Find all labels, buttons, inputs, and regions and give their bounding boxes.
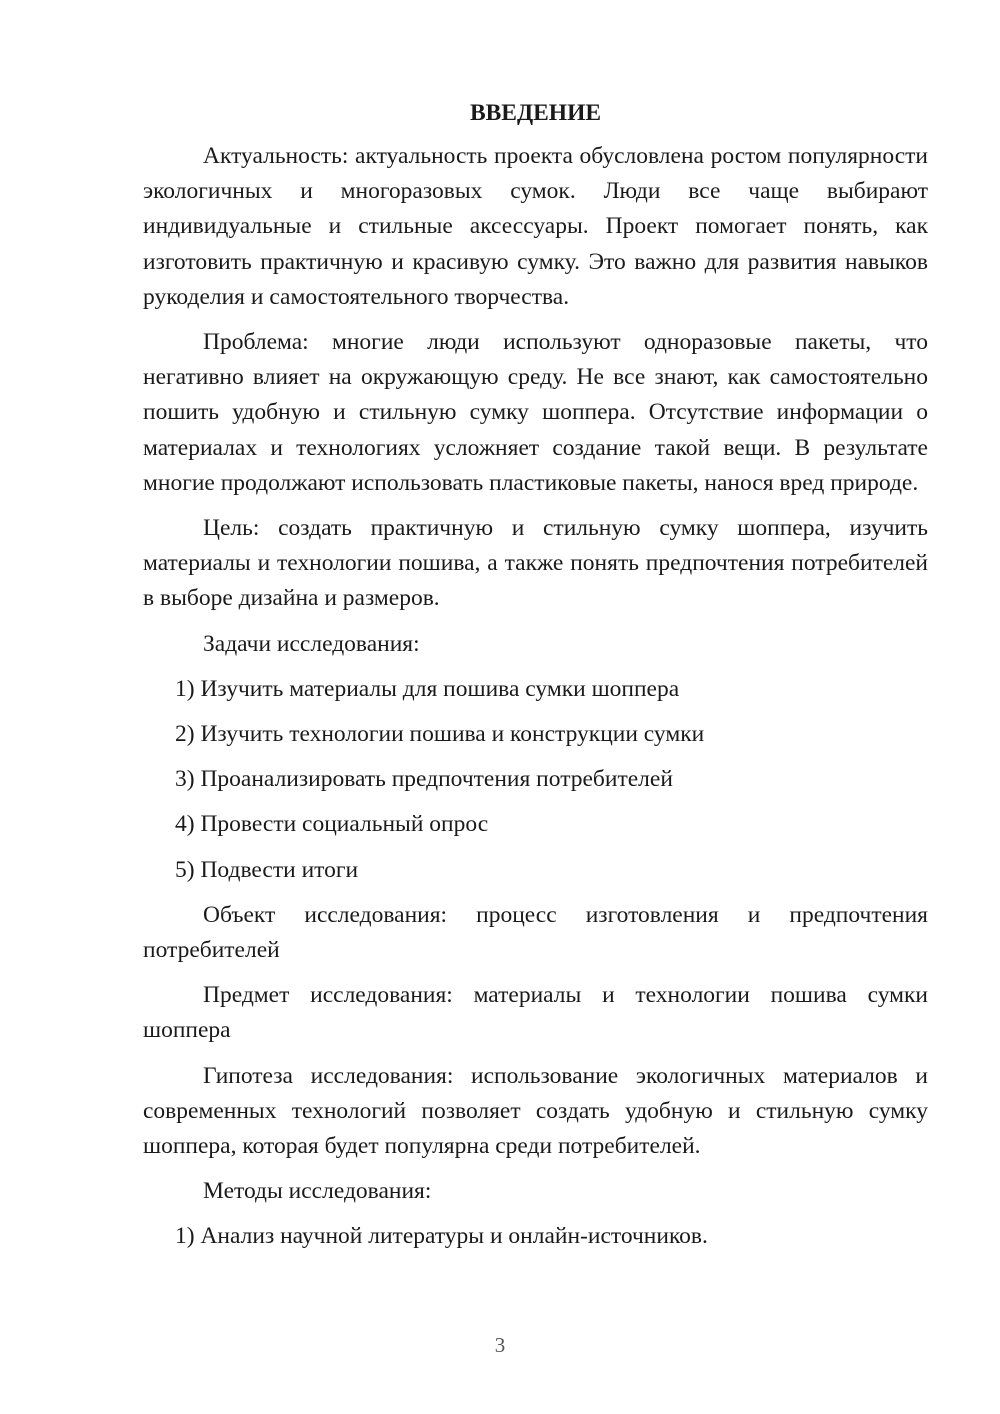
list-item: 3) Проанализировать предпочтения потребителей (175, 766, 673, 793)
list-item: 4) Провести социальный опрос (175, 811, 489, 838)
methods-heading: Методы исследования: (203, 1178, 432, 1205)
page-content (143, 96, 928, 1265)
list-item: 5) Подвести итоги (175, 856, 359, 883)
object-paragraph: Объект исследования: процесс изготовления и предпочтения потребителей (143, 901, 928, 964)
hypothesis-paragraph: Гипотеза исследования: использование экологичных материалов и современных технологий позволяет создать удобную и стильную сумку шоппера, которая будет популярна среди потребителей. (143, 1062, 928, 1160)
tasks-list (143, 672, 928, 888)
problem-paragraph: Проблема: многие люди используют одноразовые пакеты, что негативно влияет на окружающую среду. Не все знают, как самостоятельно пошить удобную и стильную сумку шоппера. Отсутствие информации о материалах и технологиях усложняет создание такой вещи. В результате многие продолжают использовать пластиковые пакеты, нанося вред природе. (143, 329, 928, 496)
relevance-paragraph: Актуальность: актуальность проекта обусловлена ростом популярности экологичных и многоразовых сумок. Люди все чаще выбирают индивидуальные и стильные аксессуары. Проект помогает понять, как изготовить практичную и красивую сумку. Это важно для развития навыков рукоделия и самостоятельного творчества. (143, 143, 928, 310)
goal-paragraph: Цель: создать практичную и стильную сумку шоппера, изучить материалы и технологии пошива, а также понять предпочтения потребителей в выборе дизайна и размеров. (143, 515, 928, 612)
tasks-heading: Задачи исследования: (203, 630, 420, 657)
section-title: ВВЕДЕНИЕ (469, 100, 602, 126)
page-number: 3 (494, 1333, 506, 1357)
subject-paragraph: Предмет исследования: материалы и технологии пошива сумки шоппера (143, 982, 928, 1044)
list-item: 2) Изучить технологии пошива и конструкции сумки (175, 721, 705, 748)
methods-list (143, 1219, 928, 1254)
list-item: 1) Анализ научной литературы и онлайн-источников. (175, 1223, 708, 1250)
list-item: 1) Изучить материалы для пошива сумки шоппера (175, 675, 680, 702)
